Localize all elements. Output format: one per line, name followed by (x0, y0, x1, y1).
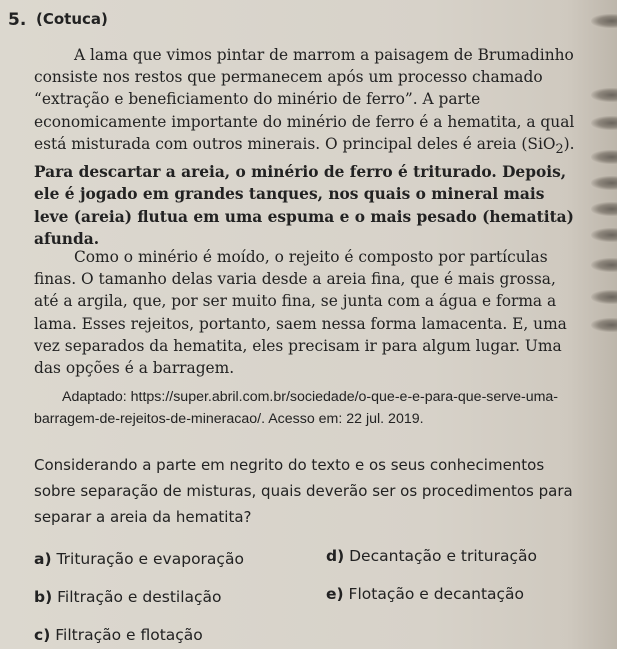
binding-ring (591, 202, 617, 216)
option-text: Filtração e destilação (57, 588, 222, 606)
paragraph-1-bold: Para descartar a areia, o minério de ferro é triturado. Depois, ele é jogado em grandes tanques, nos quais o mineral mais leve (areia) flutua em uma espuma e o mais pesado (hematita) afunda. (34, 163, 574, 248)
option-letter: e) (326, 585, 344, 603)
text-paragraph-1 (34, 44, 582, 250)
option-text: Flotação e decantação (348, 585, 525, 603)
paragraph-1-subscript: 2 (555, 141, 564, 157)
question-source: (Cotuca) (36, 10, 108, 28)
binding-ring (591, 88, 617, 102)
question-number: 5. (8, 10, 27, 30)
binding-ring (591, 116, 617, 130)
binding-ring (591, 318, 617, 332)
text-paragraph-2: Como o minério é moído, o rejeito é composto por partículas finas. O tamanho delas varia desde a areia fina, que é mais grossa, até a argila, que, por ser muito fina, se junta com a água e forma a lama. Esses rejeitos, portanto, saem nessa forma lamacenta. E, uma vez separados da hematita, eles precisam ir para algum lugar. Uma das opções é a barragem. (34, 248, 567, 378)
binding-ring (591, 228, 617, 242)
option-text: Decantação e trituração (349, 547, 537, 565)
option-a[interactable] (34, 550, 244, 568)
binding-ring (591, 176, 617, 190)
option-c[interactable] (34, 626, 203, 644)
option-letter: b) (34, 588, 53, 606)
question-stem: Considerando a parte em negrito do texto e os seus conhecimentos sobre separação de misturas, quais deverão ser os procedimentos para separar a areia da hematita? (34, 456, 573, 526)
binding-ring (591, 14, 617, 28)
paragraph-1-normal-end: ). (563, 134, 575, 153)
option-letter: a) (34, 550, 52, 568)
option-letter: c) (34, 626, 51, 644)
binding-ring (591, 150, 617, 164)
option-text: Trituração e evaporação (56, 550, 244, 568)
binding-ring (591, 258, 617, 272)
option-b[interactable] (34, 588, 222, 606)
option-letter: d) (326, 547, 345, 565)
option-e[interactable] (326, 585, 524, 603)
paragraph-1-normal: A lama que vimos pintar de marrom a paisagem de Brumadinho consiste nos restos que permanecem após um processo chamado “extração e beneficiamento do minério de ferro”. A parte economicamente importante do minério de ferro é a hematita, a qual está misturada com outros minerais. O principal deles é areia (SiO (34, 46, 575, 153)
binding-ring (591, 290, 617, 304)
option-text: Filtração e flotação (55, 626, 203, 644)
source-reference: Adaptado: https://super.abril.com.br/sociedade/o-que-e-e-para-que-serve-uma-barragem-de-rejeitos-de-mineracao/. Acesso em: 22 jul. 2019. (34, 389, 559, 427)
option-d[interactable] (326, 547, 537, 565)
